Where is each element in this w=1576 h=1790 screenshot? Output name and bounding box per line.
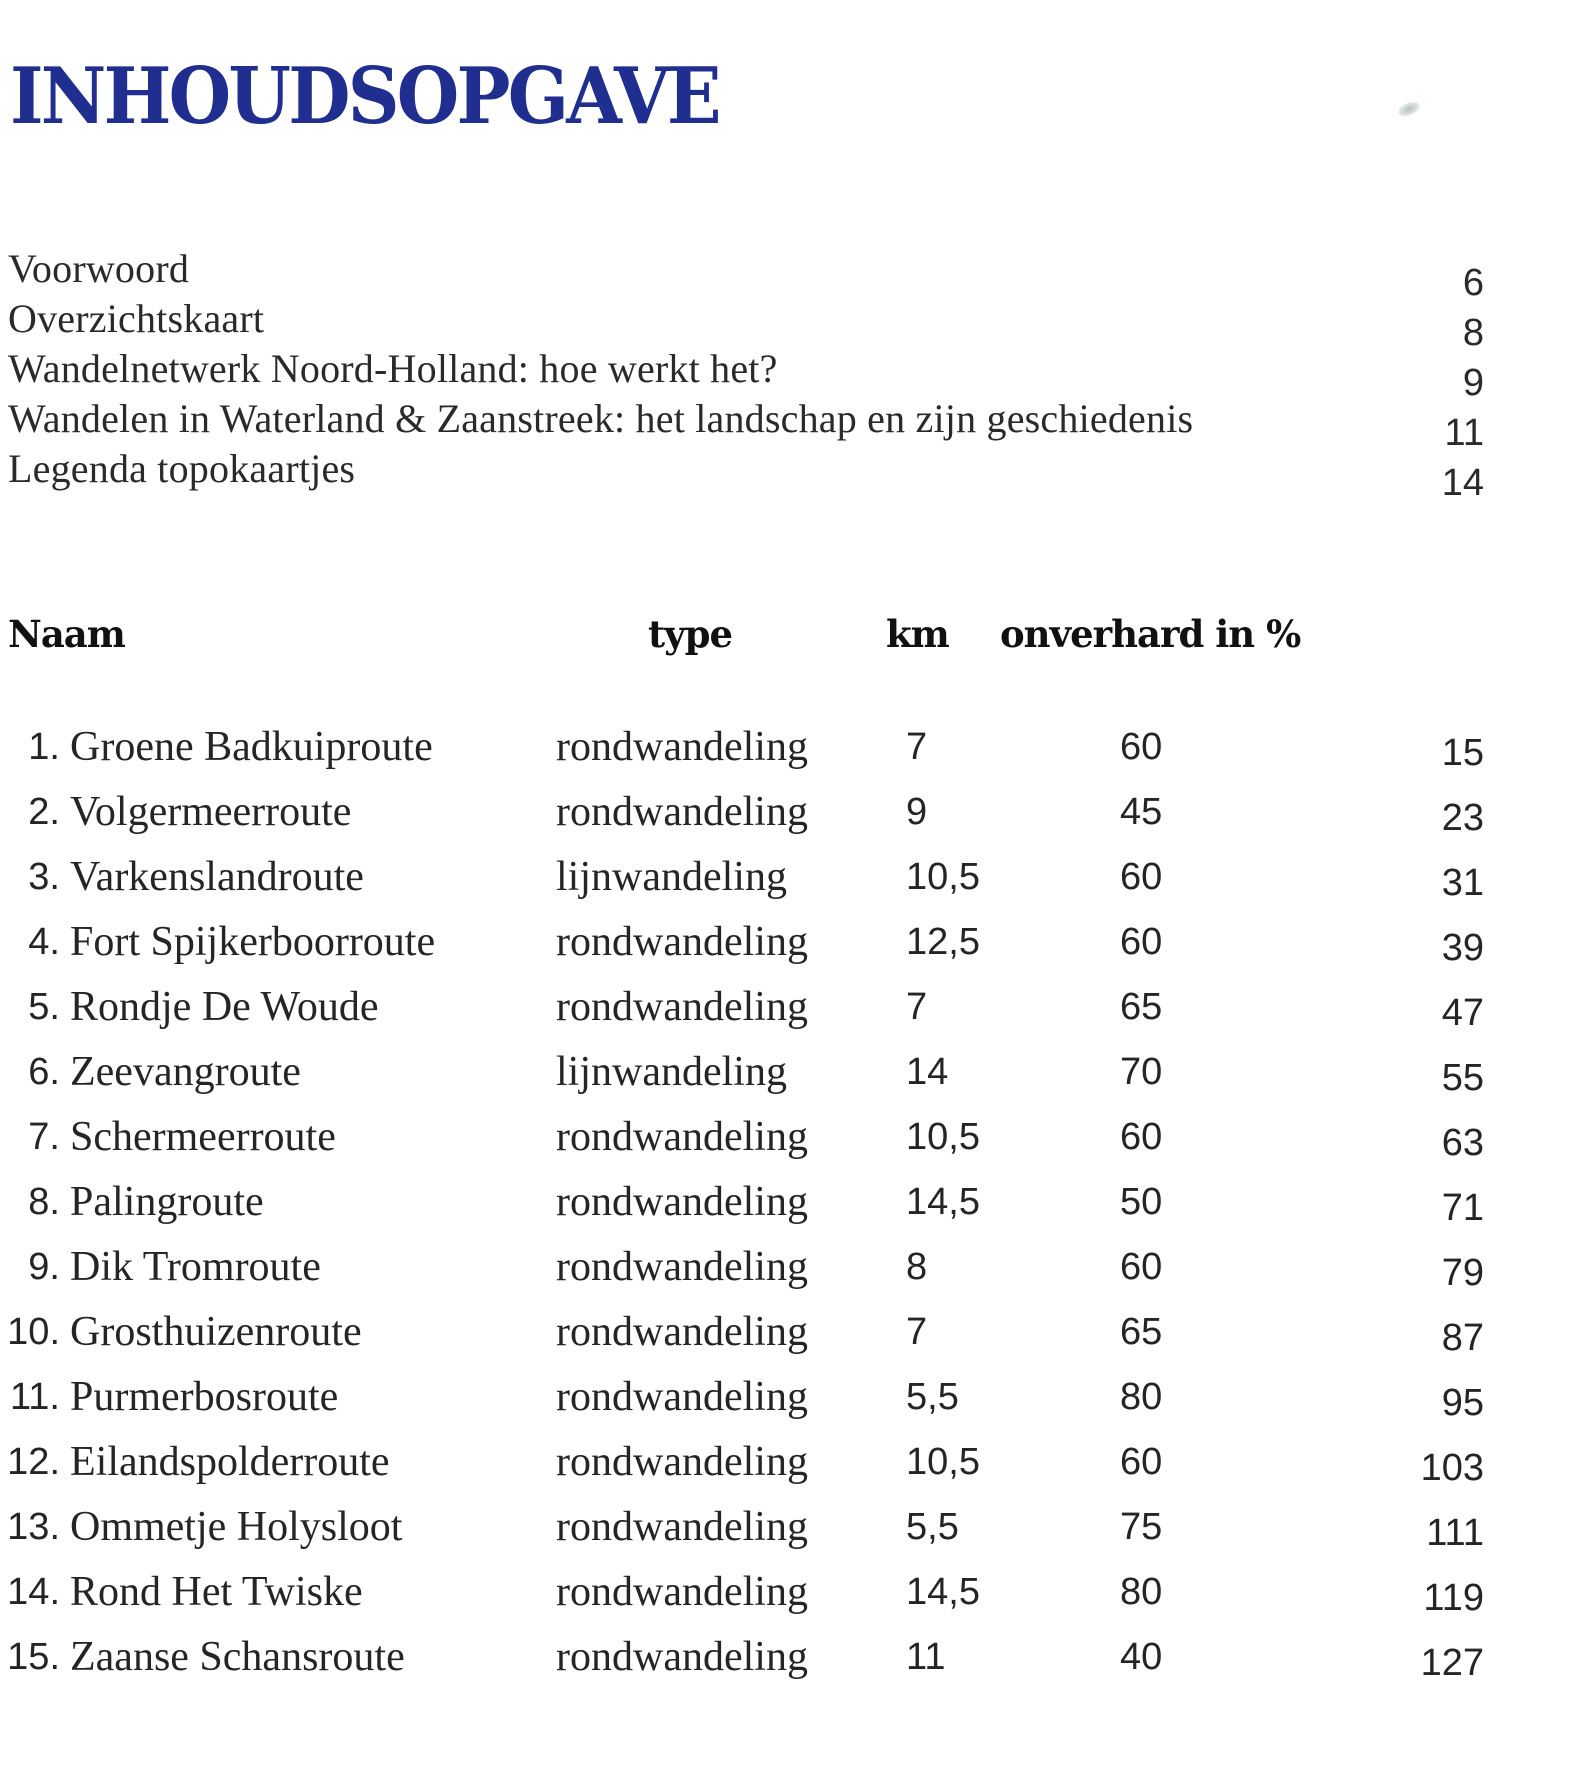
route-type: rondwandeling <box>556 984 808 1030</box>
route-type: rondwandeling <box>556 1114 808 1160</box>
table-row[interactable] <box>0 852 1576 917</box>
route-km: 8 <box>906 1246 928 1288</box>
route-number: 7. <box>28 1116 60 1158</box>
toc-entry-page: 6 <box>1462 262 1484 304</box>
front-matter-list <box>8 246 1484 508</box>
route-km: 11 <box>906 1636 946 1678</box>
table-row[interactable] <box>0 917 1576 982</box>
route-unpaved-percent: 65 <box>1120 986 1163 1028</box>
route-page-number: 87 <box>1441 1317 1484 1359</box>
column-header-type: type <box>648 612 733 656</box>
toc-entry-page: 9 <box>1462 362 1484 404</box>
route-page-number: 79 <box>1441 1252 1484 1294</box>
route-page-number: 95 <box>1441 1382 1484 1424</box>
route-name: Fort Spijkerboorroute <box>70 919 436 965</box>
table-row[interactable] <box>0 1567 1576 1632</box>
route-unpaved-percent: 80 <box>1120 1376 1163 1418</box>
route-name: Grosthuizenroute <box>70 1309 362 1355</box>
route-number: 15. <box>7 1636 60 1678</box>
table-row[interactable] <box>0 1372 1576 1437</box>
table-row[interactable] <box>0 982 1576 1047</box>
table-row[interactable] <box>0 1502 1576 1567</box>
route-km: 9 <box>906 791 928 833</box>
route-number: 10. <box>7 1311 60 1353</box>
table-row[interactable] <box>0 1177 1576 1242</box>
route-type: rondwandeling <box>556 789 808 835</box>
route-page-number: 15 <box>1441 732 1484 774</box>
route-page-number: 111 <box>1426 1512 1484 1554</box>
column-header-name: Naam <box>8 612 125 656</box>
route-km: 5,5 <box>906 1376 959 1418</box>
route-page-number: 119 <box>1423 1577 1484 1619</box>
route-page-number: 39 <box>1441 927 1484 969</box>
toc-entry-title: Voorwoord <box>8 246 190 291</box>
route-unpaved-percent: 80 <box>1120 1571 1163 1613</box>
route-type: rondwandeling <box>556 1374 808 1420</box>
route-unpaved-percent: 70 <box>1120 1051 1163 1093</box>
route-number: 1. <box>28 726 60 768</box>
route-unpaved-percent: 60 <box>1120 1116 1163 1158</box>
table-row[interactable] <box>0 1307 1576 1372</box>
route-name: Zaanse Schansroute <box>70 1634 405 1680</box>
table-row[interactable] <box>0 1047 1576 1112</box>
route-page-number: 47 <box>1441 992 1484 1034</box>
route-name: Ommetje Holysloot <box>70 1504 403 1550</box>
route-km: 7 <box>906 1311 928 1353</box>
route-name: Dik Tromroute <box>70 1244 321 1290</box>
route-unpaved-percent: 60 <box>1120 1441 1163 1483</box>
route-unpaved-percent: 65 <box>1120 1311 1163 1353</box>
route-km: 7 <box>906 726 928 768</box>
route-km: 10,5 <box>906 1116 980 1158</box>
route-type: rondwandeling <box>556 1179 808 1225</box>
route-name: Volgermeerroute <box>70 789 352 835</box>
table-row[interactable] <box>0 787 1576 852</box>
route-type: rondwandeling <box>556 1504 808 1550</box>
route-name: Schermeerroute <box>70 1114 336 1160</box>
route-type: rondwandeling <box>556 919 808 965</box>
route-name: Rond Het Twiske <box>70 1569 363 1615</box>
route-unpaved-percent: 75 <box>1120 1506 1163 1548</box>
route-number: 5. <box>28 986 60 1028</box>
route-unpaved-percent: 50 <box>1120 1181 1163 1223</box>
table-row[interactable] <box>0 722 1576 787</box>
route-unpaved-percent: 60 <box>1120 726 1163 768</box>
route-unpaved-percent: 40 <box>1120 1636 1163 1678</box>
table-row[interactable] <box>0 1437 1576 1502</box>
route-km: 12,5 <box>906 921 980 963</box>
route-number: 13. <box>7 1506 60 1548</box>
route-name: Groene Badkuiproute <box>70 724 433 770</box>
route-name: Zeevangroute <box>70 1049 301 1095</box>
route-page-number: 31 <box>1441 862 1484 904</box>
route-km: 10,5 <box>906 856 980 898</box>
route-type: rondwandeling <box>556 1439 808 1485</box>
table-row[interactable] <box>0 1632 1576 1697</box>
route-unpaved-percent: 60 <box>1120 921 1163 963</box>
route-number: 8. <box>28 1181 60 1223</box>
route-name: Purmerbosroute <box>70 1374 339 1420</box>
route-name: Varkenslandroute <box>70 854 364 900</box>
route-number: 4. <box>28 921 60 963</box>
route-type: rondwandeling <box>556 1569 808 1615</box>
toc-entry-title: Legenda topokaartjes <box>8 446 356 491</box>
table-row[interactable] <box>0 1112 1576 1177</box>
route-number: 11. <box>9 1376 60 1418</box>
route-name: Palingroute <box>70 1179 264 1225</box>
route-unpaved-percent: 45 <box>1120 791 1163 833</box>
route-page-number: 127 <box>1420 1642 1484 1684</box>
route-number: 9. <box>28 1246 60 1288</box>
toc-entry-title: Overzichtskaart <box>8 296 265 341</box>
route-number: 12. <box>7 1441 60 1483</box>
route-km: 14 <box>906 1051 949 1093</box>
route-page-number: 63 <box>1441 1122 1484 1164</box>
route-km: 14,5 <box>906 1571 980 1613</box>
route-number: 3. <box>28 856 60 898</box>
route-type: rondwandeling <box>556 724 808 770</box>
toc-entry-page: 11 <box>1444 412 1484 454</box>
route-number: 14. <box>7 1571 60 1613</box>
route-km: 5,5 <box>906 1506 959 1548</box>
toc-entry-legenda[interactable] <box>8 446 1484 508</box>
toc-entry-title: Wandelen in Waterland & Zaanstreek: het landschap en zijn geschiedenis <box>8 396 1194 441</box>
column-header-km: km <box>886 612 949 656</box>
route-type: rondwandeling <box>556 1309 808 1355</box>
route-km: 14,5 <box>906 1181 980 1223</box>
route-type: lijnwandeling <box>556 854 787 900</box>
scan-smudge <box>1396 99 1421 119</box>
column-header-unpaved: onverhard in % <box>1000 612 1301 656</box>
toc-entry-page: 14 <box>1441 462 1484 504</box>
route-number: 6. <box>28 1051 60 1093</box>
route-name: Eilandspolderroute <box>70 1439 390 1485</box>
route-unpaved-percent: 60 <box>1120 1246 1163 1288</box>
route-km: 7 <box>906 986 928 1028</box>
route-name: Rondje De Woude <box>70 984 379 1030</box>
toc-entry-title: Wandelnetwerk Noord-Holland: hoe werkt het? <box>8 346 778 391</box>
route-km: 10,5 <box>906 1441 980 1483</box>
route-page-number: 71 <box>1441 1187 1484 1229</box>
route-number: 2. <box>28 791 60 833</box>
route-page-number: 55 <box>1441 1057 1484 1099</box>
toc-entry-page: 8 <box>1462 312 1484 354</box>
route-type: rondwandeling <box>556 1634 808 1680</box>
routes-table <box>0 722 1576 1697</box>
table-row[interactable] <box>0 1242 1576 1307</box>
route-type: lijnwandeling <box>556 1049 787 1095</box>
page-title: INHOUDSOPGAVE <box>10 51 719 142</box>
route-type: rondwandeling <box>556 1244 808 1290</box>
route-page-number: 103 <box>1420 1447 1484 1489</box>
route-page-number: 23 <box>1441 797 1484 839</box>
route-unpaved-percent: 60 <box>1120 856 1163 898</box>
